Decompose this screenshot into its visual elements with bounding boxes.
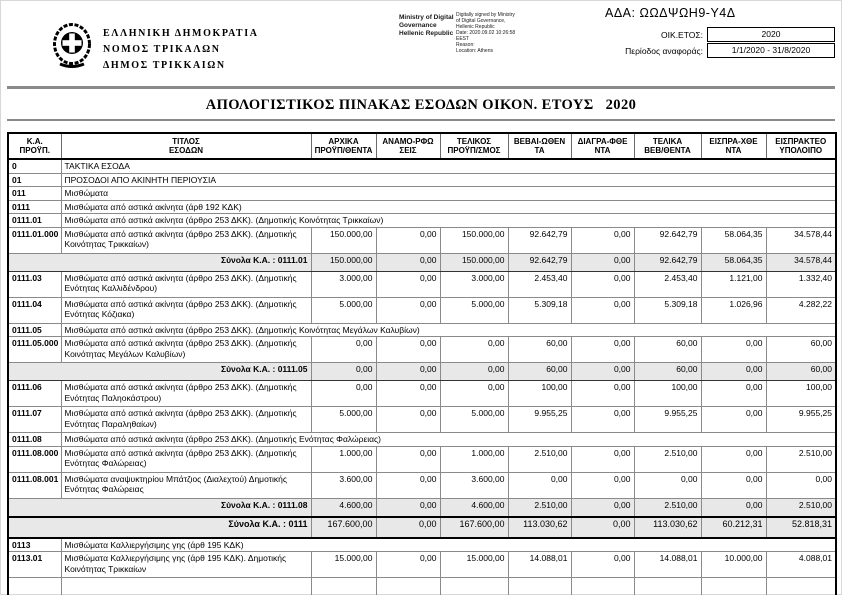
header-divider bbox=[7, 86, 835, 89]
column-header-7: ΤΕΛΙΚΑ ΒΕΒ/ΘΕΝΤΑ bbox=[634, 133, 701, 159]
amount-cell-2: 0,00 bbox=[440, 363, 508, 381]
amount-cell-4: 0,00 bbox=[571, 227, 634, 253]
amount-cell-1: 0,00 bbox=[376, 498, 440, 517]
column-header-6: ΔΙΑΓΡΑ-ΦΘΕ ΝΤΑ bbox=[571, 133, 634, 159]
amount-cell-5: 100,00 bbox=[634, 381, 701, 407]
amount-cell-3: 60,00 bbox=[508, 363, 571, 381]
greek-coat-of-arms-icon bbox=[50, 22, 94, 72]
table-row-0111.01.000 bbox=[8, 227, 836, 253]
empty-cell-8 bbox=[701, 578, 766, 595]
amount-cell-2: 3.600,00 bbox=[440, 472, 508, 498]
amount-cell-3: 9.955,25 bbox=[508, 407, 571, 433]
table-row-..0111 bbox=[8, 517, 836, 538]
amount-cell-1: 0,00 bbox=[376, 253, 440, 271]
amount-cell-7: 52.818,31 bbox=[766, 517, 836, 538]
budget-code-cell: 0111.01 bbox=[8, 214, 61, 228]
amount-cell-6: 0,00 bbox=[701, 407, 766, 433]
stamp-line: Location: Athens bbox=[456, 48, 493, 54]
column-header-5: ΒΕΒΑΙ-ΩΘΕΝ ΤΑ bbox=[508, 133, 571, 159]
amount-cell-2: 0,00 bbox=[440, 337, 508, 363]
revenue-title-cell: Μισθώματα από αστικά ακίνητα (άρθρο 253 ΔΚΚ). (Δημοτικής Κοινότητας Μεγάλων Καλυβίων) bbox=[61, 337, 311, 363]
table-row-0111 bbox=[8, 200, 836, 214]
amount-cell-1: 0,00 bbox=[376, 407, 440, 433]
amount-cell-2: 5.000,00 bbox=[440, 297, 508, 323]
stamp-line: Date: 2020.09.02 10:26:58 bbox=[456, 30, 516, 36]
amount-cell-5: 2.510,00 bbox=[634, 446, 701, 472]
amount-cell-7: 2.510,00 bbox=[766, 446, 836, 472]
budget-code-cell: 0111.05.000 bbox=[8, 337, 61, 363]
amount-cell-7: 4.282,22 bbox=[766, 297, 836, 323]
amount-cell-1: 0,00 bbox=[376, 271, 440, 297]
table-row-0113.01 bbox=[8, 552, 836, 578]
amount-cell-3: 0,00 bbox=[508, 472, 571, 498]
amount-cell-5: 9.955,25 bbox=[634, 407, 701, 433]
amount-cell-1: 0,00 bbox=[376, 381, 440, 407]
table-row-0113 bbox=[8, 538, 836, 552]
amount-cell-0: 4.600,00 bbox=[311, 498, 376, 517]
fiscal-year-label: ΟΙΚ.ΕΤΟΣ: bbox=[661, 30, 703, 40]
amount-cell-0: 0,00 bbox=[311, 363, 376, 381]
table-row-empty bbox=[8, 578, 836, 595]
revenue-title-cell: Μισθώματα από αστικά ακίνητα (άρθρο 253 ΔΚΚ). (Δημοτικής Κοινότητας Τρικκαίων) bbox=[61, 214, 836, 228]
amount-cell-0: 5.000,00 bbox=[311, 297, 376, 323]
amount-cell-6: 1.026,96 bbox=[701, 297, 766, 323]
amount-cell-2: 3.000,00 bbox=[440, 271, 508, 297]
amount-cell-1: 0,00 bbox=[376, 472, 440, 498]
amount-cell-7: 34.578,44 bbox=[766, 227, 836, 253]
amount-cell-5: 14.088,01 bbox=[634, 552, 701, 578]
amount-cell-4: 0,00 bbox=[571, 446, 634, 472]
table-row-0111.08 bbox=[8, 433, 836, 447]
ministry-signature-name bbox=[399, 14, 454, 38]
empty-cell-5 bbox=[508, 578, 571, 595]
amount-cell-4: 0,00 bbox=[571, 297, 634, 323]
revenue-title-cell: Μισθώματα από αστικά ακίνητα (άρθρο 253 ΔΚΚ). (Δημοτικής Ενότητας Κόζιακα) bbox=[61, 297, 311, 323]
amount-cell-4: 0,00 bbox=[571, 552, 634, 578]
amount-cell-7: 1.332,40 bbox=[766, 271, 836, 297]
amount-cell-1: 0,00 bbox=[376, 227, 440, 253]
stamp-line: EEST bbox=[456, 36, 470, 42]
budget-code-cell: 0111.06 bbox=[8, 381, 61, 407]
amount-cell-6: 58.064,35 bbox=[701, 227, 766, 253]
revenue-title-cell: Μισθώματα από αστικά ακίνητα (άρθ 192 ΚΔΚ) bbox=[61, 200, 836, 214]
amount-cell-2: 150.000,00 bbox=[440, 227, 508, 253]
amount-cell-7: 34.578,44 bbox=[766, 253, 836, 271]
amount-cell-0: 150.000,00 bbox=[311, 227, 376, 253]
amount-cell-5: 92.642,79 bbox=[634, 253, 701, 271]
amount-cell-3: 5.309,18 bbox=[508, 297, 571, 323]
budget-code-cell: 01 bbox=[8, 173, 61, 187]
amount-cell-0: 167.600,00 bbox=[311, 517, 376, 538]
ministry-line: Hellenic Republic bbox=[399, 30, 454, 37]
amount-cell-0: 0,00 bbox=[311, 381, 376, 407]
table-row-0111.01 bbox=[8, 214, 836, 228]
table-row-0111.05 bbox=[8, 323, 836, 337]
amount-cell-3: 92.642,79 bbox=[508, 253, 571, 271]
amount-cell-7: 0,00 bbox=[766, 472, 836, 498]
revenue-title-cell: Μισθώματα από αστικά ακίνητα (άρθρο 253 ΔΚΚ). (Δημοτικής Κοινότητας Μεγάλων Καλυβίων) bbox=[61, 323, 836, 337]
amount-cell-6: 0,00 bbox=[701, 472, 766, 498]
table-body bbox=[8, 159, 836, 595]
amount-cell-1: 0,00 bbox=[376, 297, 440, 323]
stamp-line: Reason: bbox=[456, 42, 475, 48]
amount-cell-4: 0,00 bbox=[571, 337, 634, 363]
revenue-title-cell: Μισθώματα από αστικά ακίνητα (άρθρο 253 ΔΚΚ). (Δημοτικής Ενότητας Παληοκάστρου) bbox=[61, 381, 311, 407]
stamp-line: Hellenic Republic bbox=[456, 24, 495, 30]
amount-cell-3: 2.510,00 bbox=[508, 498, 571, 517]
column-header-2: ΑΡΧΙΚΑ ΠΡΟΫΠ/ΘΕΝΤΑ bbox=[311, 133, 376, 159]
amount-cell-2: 150.000,00 bbox=[440, 253, 508, 271]
column-header-1: ΤΙΤΛΟΣ ΕΣΟΔΩΝ bbox=[61, 133, 311, 159]
table-row-..0111.01 bbox=[8, 253, 836, 271]
amount-cell-5: 5.309,18 bbox=[634, 297, 701, 323]
amount-cell-4: 0,00 bbox=[571, 363, 634, 381]
table-row-0111.08.000 bbox=[8, 446, 836, 472]
revenue-title-cell: Μισθώματα αναψυκτηρίου Μπάτζιος (Διαλεχτού) Δημοτικής Ενότητας Φαλώρειας bbox=[61, 472, 311, 498]
empty-cell-1 bbox=[61, 578, 311, 595]
amount-cell-2: 0,00 bbox=[440, 381, 508, 407]
empty-cell-2 bbox=[311, 578, 376, 595]
budget-code-cell: 011 bbox=[8, 187, 61, 201]
subtotal-label-cell: Σύνολα Κ.Α. : 0111.01 bbox=[8, 253, 311, 271]
budget-code-cell: 0111.04 bbox=[8, 297, 61, 323]
amount-cell-1: 0,00 bbox=[376, 337, 440, 363]
amount-cell-6: 0,00 bbox=[701, 446, 766, 472]
revenue-title-cell: ΠΡΟΣΟΔΟΙ ΑΠΟ ΑΚΙΝΗΤΗ ΠΕΡΙΟΥΣΙΑ bbox=[61, 173, 836, 187]
budget-code-cell: 0111 bbox=[8, 200, 61, 214]
budget-code-cell: 0113.01 bbox=[8, 552, 61, 578]
table-header-row bbox=[8, 133, 836, 159]
empty-cell-9 bbox=[766, 578, 836, 595]
budget-code-cell: 0111.08 bbox=[8, 433, 61, 447]
budget-code-cell: 0111.08.001 bbox=[8, 472, 61, 498]
amount-cell-6: 60.212,31 bbox=[701, 517, 766, 538]
amount-cell-0: 3.000,00 bbox=[311, 271, 376, 297]
amount-cell-5: 2.510,00 bbox=[634, 498, 701, 517]
amount-cell-7: 9.955,25 bbox=[766, 407, 836, 433]
table-row-..0111.05 bbox=[8, 363, 836, 381]
budget-code-cell: 0111.03 bbox=[8, 271, 61, 297]
amount-cell-6: 1.121,00 bbox=[701, 271, 766, 297]
empty-cell-7 bbox=[634, 578, 701, 595]
amount-cell-4: 0,00 bbox=[571, 498, 634, 517]
revenue-title-cell: ΤΑΚΤΙΚΑ ΕΣΟΔΑ bbox=[61, 159, 836, 173]
amount-cell-0: 150.000,00 bbox=[311, 253, 376, 271]
amount-cell-4: 0,00 bbox=[571, 253, 634, 271]
page-title: ΑΠΟΛΟΓΙΣΤΙΚΟΣ ΠΙΝΑΚΑΣ ΕΣΟΔΩΝ ΟΙΚΟΝ. ΕΤΟΥΣ 2020 bbox=[205, 97, 637, 113]
column-header-8: ΕΙΣΠΡΑ-ΧΘΕ ΝΤΑ bbox=[701, 133, 766, 159]
amount-cell-0: 3.600,00 bbox=[311, 472, 376, 498]
table-row-0 bbox=[8, 159, 836, 173]
revenue-title-cell: Μισθώματα bbox=[61, 187, 836, 201]
ministry-line: Governance bbox=[399, 22, 437, 29]
amount-cell-1: 0,00 bbox=[376, 552, 440, 578]
table-row-011 bbox=[8, 187, 836, 201]
amount-cell-6: 0,00 bbox=[701, 363, 766, 381]
amount-cell-4: 0,00 bbox=[571, 472, 634, 498]
empty-cell-4 bbox=[440, 578, 508, 595]
budget-code-cell: 0113 bbox=[8, 538, 61, 552]
subtotal-label-cell: Σύνολα Κ.Α. : 0111 bbox=[8, 517, 311, 538]
amount-cell-2: 1.000,00 bbox=[440, 446, 508, 472]
table-row-0111.08.001 bbox=[8, 472, 836, 498]
revenue-title-cell: Μισθώματα από αστικά ακίνητα (άρθρο 253 ΔΚΚ). (Δημοτικής Ενότητας Καλλιδένδρου) bbox=[61, 271, 311, 297]
budget-code-cell: 0111.01.000 bbox=[8, 227, 61, 253]
revenue-report-table bbox=[7, 132, 837, 595]
fiscal-year-value-box: 2020 bbox=[707, 27, 835, 42]
amount-cell-6: 58.064,35 bbox=[701, 253, 766, 271]
amount-cell-5: 60,00 bbox=[634, 337, 701, 363]
table-row-01 bbox=[8, 173, 836, 187]
amount-cell-2: 4.600,00 bbox=[440, 498, 508, 517]
amount-cell-5: 92.642,79 bbox=[634, 227, 701, 253]
amount-cell-2: 15.000,00 bbox=[440, 552, 508, 578]
amount-cell-6: 0,00 bbox=[701, 337, 766, 363]
amount-cell-5: 113.030,62 bbox=[634, 517, 701, 538]
reference-period-value-box: 1/1/2020 - 31/8/2020 bbox=[707, 43, 835, 58]
amount-cell-3: 2.453,40 bbox=[508, 271, 571, 297]
amount-cell-5: 0,00 bbox=[634, 472, 701, 498]
amount-cell-0: 1.000,00 bbox=[311, 446, 376, 472]
org-line-republic: ΕΛΛΗΝΙΚΗ ΔΗΜΟΚΡΑΤΙΑ bbox=[103, 28, 259, 39]
amount-cell-7: 2.510,00 bbox=[766, 498, 836, 517]
org-line-municipality: ΔΗΜΟΣ ΤΡΙΚΚΑΙΩΝ bbox=[103, 60, 226, 71]
revenue-title-cell: Μισθώματα Καλλιεργήσιμης γης (άρθ 195 ΚΔΚ) bbox=[61, 538, 836, 552]
column-header-0: Κ.Α. ΠΡΟΫΠ. bbox=[8, 133, 61, 159]
empty-cell-3 bbox=[376, 578, 440, 595]
column-header-9: ΕΙΣΠΡΑΚΤΕΟ ΥΠΟΛΟΙΠΟ bbox=[766, 133, 836, 159]
table-row-0111.07 bbox=[8, 407, 836, 433]
column-header-4: ΤΕΛΙΚΟΣ ΠΡΟΫΠ/ΣΜΟΣ bbox=[440, 133, 508, 159]
revenue-title-cell: Μισθώματα από αστικά ακίνητα (άρθρο 253 ΔΚΚ). (Δημοτικής Ενότητας Παραληθαίων) bbox=[61, 407, 311, 433]
amount-cell-7: 60,00 bbox=[766, 337, 836, 363]
amount-cell-1: 0,00 bbox=[376, 517, 440, 538]
amount-cell-3: 2.510,00 bbox=[508, 446, 571, 472]
amount-cell-5: 60,00 bbox=[634, 363, 701, 381]
amount-cell-4: 0,00 bbox=[571, 517, 634, 538]
empty-cell-6 bbox=[571, 578, 634, 595]
table-row-0111.06 bbox=[8, 381, 836, 407]
amount-cell-2: 167.600,00 bbox=[440, 517, 508, 538]
stamp-line: Digitally signed by Ministry bbox=[456, 12, 515, 18]
empty-cell-0 bbox=[8, 578, 61, 595]
table-row-..0111.08 bbox=[8, 498, 836, 517]
amount-cell-3: 60,00 bbox=[508, 337, 571, 363]
amount-cell-7: 4.088,01 bbox=[766, 552, 836, 578]
amount-cell-7: 60,00 bbox=[766, 363, 836, 381]
amount-cell-4: 0,00 bbox=[571, 407, 634, 433]
amount-cell-4: 0,00 bbox=[571, 381, 634, 407]
org-line-prefecture: ΝΟΜΟΣ ΤΡΙΚΑΛΩΝ bbox=[103, 44, 221, 55]
revenue-title-cell: Μισθώματα Καλλιεργήσιμης γης (άρθ 195 ΚΔΚ). Δημοτικής Κοινότητας Τρικκαίων bbox=[61, 552, 311, 578]
amount-cell-0: 0,00 bbox=[311, 337, 376, 363]
amount-cell-3: 14.088,01 bbox=[508, 552, 571, 578]
budget-code-cell: 0111.08.000 bbox=[8, 446, 61, 472]
digital-signature-stamp bbox=[456, 12, 515, 54]
stamp-line: of Digital Governance, bbox=[456, 18, 506, 24]
amount-cell-3: 92.642,79 bbox=[508, 227, 571, 253]
amount-cell-6: 0,00 bbox=[701, 381, 766, 407]
budget-code-cell: 0111.07 bbox=[8, 407, 61, 433]
amount-cell-5: 2.453,40 bbox=[634, 271, 701, 297]
revenue-title-cell: Μισθώματα από αστικά ακίνητα (άρθρο 253 ΔΚΚ). (Δημοτικής Κοινότητας Τρικκαίων) bbox=[61, 227, 311, 253]
column-header-3: ΑΝΑΜΟ-ΡΦΩ ΣΕΙΣ bbox=[376, 133, 440, 159]
amount-cell-0: 5.000,00 bbox=[311, 407, 376, 433]
amount-cell-6: 10.000,00 bbox=[701, 552, 766, 578]
organization-block bbox=[103, 26, 259, 74]
ministry-line: Ministry of Digital bbox=[399, 14, 454, 21]
amount-cell-6: 0,00 bbox=[701, 498, 766, 517]
subtotal-label-cell: Σύνολα Κ.Α. : 0111.05 bbox=[8, 363, 311, 381]
table-row-0111.03 bbox=[8, 271, 836, 297]
amount-cell-7: 100,00 bbox=[766, 381, 836, 407]
table-row-0111.04 bbox=[8, 297, 836, 323]
amount-cell-3: 113.030,62 bbox=[508, 517, 571, 538]
amount-cell-2: 5.000,00 bbox=[440, 407, 508, 433]
revenue-title-cell: Μισθώματα από αστικά ακίνητα (άρθρο 253 ΔΚΚ). (Δημοτικής Ενότητας Φαλώρειας) bbox=[61, 433, 836, 447]
amount-cell-0: 15.000,00 bbox=[311, 552, 376, 578]
reference-period-label: Περίοδος αναφοράς: bbox=[625, 46, 703, 56]
amount-cell-1: 0,00 bbox=[376, 446, 440, 472]
revenue-title-cell: Μισθώματα από αστικά ακίνητα (άρθρο 253 ΔΚΚ). (Δημοτικής Ενότητας Φαλώρειας) bbox=[61, 446, 311, 472]
table-row-0111.05.000 bbox=[8, 337, 836, 363]
budget-code-cell: 0 bbox=[8, 159, 61, 173]
amount-cell-4: 0,00 bbox=[571, 271, 634, 297]
budget-code-cell: 0111.05 bbox=[8, 323, 61, 337]
amount-cell-1: 0,00 bbox=[376, 363, 440, 381]
ada-code: ΑΔΑ: ΩΩΔΨΩΗ9-Υ4Δ bbox=[605, 6, 736, 20]
amount-cell-3: 100,00 bbox=[508, 381, 571, 407]
title-divider bbox=[7, 119, 835, 121]
subtotal-label-cell: Σύνολα Κ.Α. : 0111.08 bbox=[8, 498, 311, 517]
